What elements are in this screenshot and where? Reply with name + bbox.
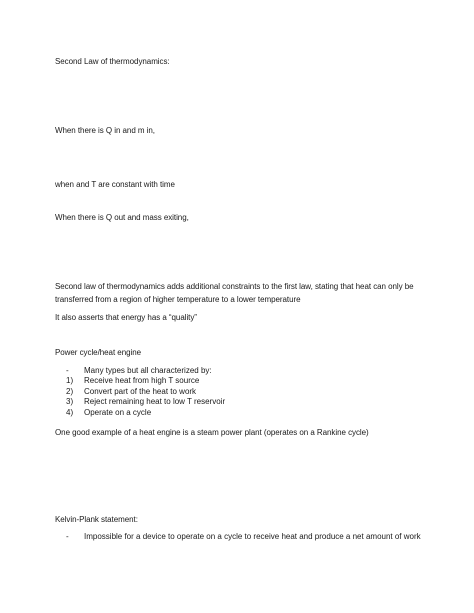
- list-item-text: Operate on a cycle: [84, 408, 152, 417]
- q-in-text: When there is Q in and m in,: [55, 126, 155, 135]
- list-item-text: Reject remaining heat to low T reservoir: [84, 397, 226, 406]
- paragraph-line-1: Second law of thermodynamics adds additional constraints to the first law, stating that heat can only be: [55, 282, 414, 291]
- section-heading-second-law: Second Law of thermodynamics:: [55, 57, 170, 66]
- paragraph-line-2: transferred from a region of higher temperature to a lower temperature: [55, 295, 301, 304]
- number-marker: 1): [66, 376, 74, 385]
- q-out-text: When there is Q out and mass exiting,: [55, 213, 189, 222]
- dash-marker: -: [66, 532, 69, 541]
- list-item-text: Receive heat from high T source: [84, 376, 200, 385]
- number-marker: 2): [66, 387, 74, 396]
- list-item-text: Impossible for a device to operate on a cycle to receive heat and produce a net amount of work: [84, 532, 421, 541]
- list-item-text: Convert part of the heat to work: [84, 387, 197, 396]
- list-item-text: Many types but all characterized by:: [84, 366, 212, 375]
- number-marker: 3): [66, 397, 74, 406]
- power-cycle-heading: Power cycle/heat engine: [55, 348, 142, 357]
- number-marker: 4): [66, 408, 74, 417]
- kelvin-plank-heading: Kelvin-Plank statement:: [55, 515, 138, 524]
- quality-text: It also asserts that energy has a “quality”: [55, 313, 197, 322]
- constant-text: when and T are constant with time: [55, 180, 175, 189]
- example-text: One good example of a heat engine is a steam power plant (operates on a Rankine cycle): [55, 428, 369, 437]
- dash-marker: -: [66, 366, 69, 375]
